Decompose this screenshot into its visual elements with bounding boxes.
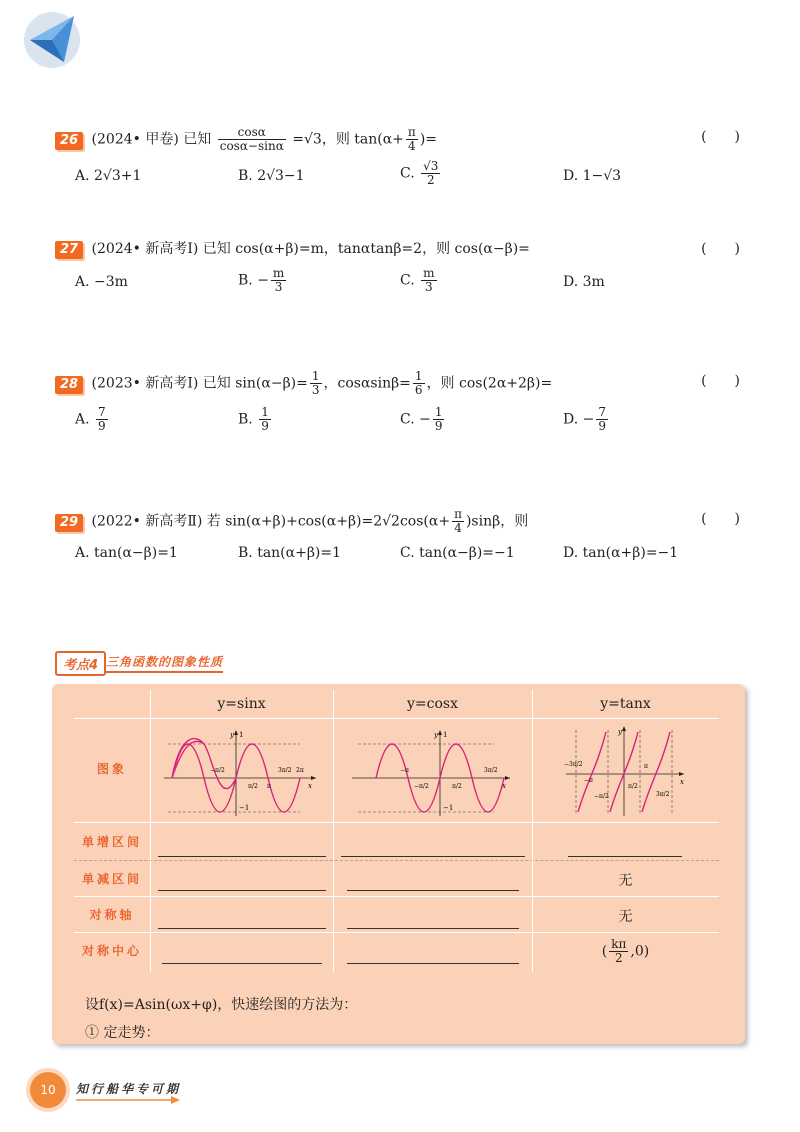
tan-graph	[562, 724, 690, 818]
question-27: 27 (2024• 新高考Ⅰ) 已知 cos(α+β)=m，tanαtanβ=2，则 cos(α−β)= ( )	[55, 238, 750, 260]
answer-paren: ( )	[701, 511, 740, 527]
section-title: 三角函数的图象性质	[106, 653, 223, 673]
question-28: 28 (2023• 新高考Ⅰ) 已知 sin(α−β)= $\frac{1}{3}$ ，cosαsinβ= $\frac{1}{6}$ ，则 cos(2α+2β)= ( )	[55, 370, 750, 397]
row-label-decreasing: 单减区间	[81, 872, 142, 886]
option-a: A. 2√3+1	[75, 168, 142, 184]
col-header-sin: y=sinx	[217, 696, 266, 712]
tan-decreasing: 无	[618, 873, 633, 889]
svg-text:−π/2: −π/2	[594, 793, 609, 800]
tan-center: ( $\frac{k\pi}{2}$ ,0)	[601, 937, 650, 965]
answer-blank[interactable]	[158, 928, 326, 929]
svg-text:π/2: π/2	[452, 783, 462, 790]
svg-text:x: x	[502, 782, 506, 790]
question-number: 29	[55, 514, 83, 532]
svg-text:1: 1	[443, 731, 448, 739]
svg-text:−π: −π	[400, 767, 409, 774]
col-header-tan: y=tanx	[600, 696, 651, 712]
svg-text:π/2: π/2	[248, 783, 258, 790]
option-d: D. 3m	[563, 274, 605, 290]
svg-text:x: x	[680, 778, 684, 786]
tan-axis: 无	[618, 909, 633, 925]
svg-text:−3π/2: −3π/2	[564, 761, 583, 768]
footer-arrow-icon	[76, 1096, 180, 1104]
option-a: A. $\frac{7}{9}$	[75, 405, 106, 433]
answer-blank[interactable]	[158, 856, 326, 857]
cos-graph	[348, 724, 520, 818]
question-number: 26	[55, 132, 83, 150]
svg-text:y: y	[434, 731, 438, 739]
answer-blank[interactable]	[347, 963, 519, 964]
method-line-2: ① 定走势：	[85, 1025, 160, 1041]
row-label-axis: 对称轴	[89, 908, 135, 922]
option-d: D. tan(α+β)=−1	[563, 545, 679, 561]
page-number: 10	[30, 1072, 66, 1108]
svg-text:π/2: π/2	[628, 783, 638, 790]
svg-text:−1: −1	[239, 804, 250, 812]
section-tag: 考点4	[55, 651, 106, 676]
question-number: 27	[55, 241, 83, 259]
svg-text:−π/2: −π/2	[414, 783, 429, 790]
option-a: A. −3m	[75, 274, 128, 290]
answer-paren: ( )	[701, 129, 740, 145]
option-a: A. tan(α−β)=1	[75, 545, 178, 561]
sin-graph	[160, 724, 326, 818]
svg-text:1: 1	[239, 731, 244, 739]
option-c: C. tan(α−β)=−1	[400, 545, 515, 561]
answer-blank[interactable]	[568, 856, 682, 857]
brand-logo-icon	[22, 10, 82, 70]
fraction: $\frac{\cos\alpha}{\cos\alpha-\sin\alpha}$	[219, 125, 284, 153]
question-29: 29 (2022• 新高考Ⅱ) 若 sin(α+β)+cos(α+β)=2√2cos(α+ $\frac{\pi}{4}$ )sinβ，则 ( )	[55, 508, 750, 535]
method-line-1: 设f(x)=Asin(ωx+φ)，快速绘图的方法为：	[85, 997, 358, 1013]
option-c: C. $\frac{√3}{2}$	[400, 159, 439, 187]
col-header-cos: y=cosx	[407, 696, 458, 712]
answer-paren: ( )	[701, 373, 740, 389]
option-b: B. − $\frac{m}{3}$	[238, 266, 285, 294]
answer-blank[interactable]	[347, 928, 519, 929]
option-b: B. $\frac{1}{9}$	[238, 405, 269, 433]
properties-table	[74, 690, 719, 972]
option-b: B. tan(α+β)=1	[238, 545, 342, 561]
option-d: D. − $\frac{7}{9}$	[563, 405, 606, 433]
row-label-center: 对称中心	[81, 944, 142, 958]
answer-blank[interactable]	[162, 963, 322, 964]
row-label-graph: 图象	[96, 762, 127, 776]
answer-blank[interactable]	[341, 856, 525, 857]
svg-text:π: π	[267, 783, 271, 790]
svg-text:−π: −π	[584, 777, 593, 784]
option-d: D. 1−√3	[563, 168, 622, 184]
svg-text:π: π	[644, 763, 648, 770]
svg-text:3π/2: 3π/2	[656, 791, 670, 798]
svg-text:3π/2: 3π/2	[484, 767, 498, 774]
question-number: 28	[55, 376, 83, 394]
option-b: B. 2√3−1	[238, 168, 305, 184]
footer-slogan: 知行船华专可期	[76, 1082, 182, 1096]
svg-text:y: y	[618, 728, 622, 736]
svg-text:−1: −1	[443, 804, 454, 812]
svg-text:y: y	[230, 731, 234, 739]
answer-blank[interactable]	[347, 890, 519, 891]
option-c: C. − $\frac{1}{9}$	[400, 405, 443, 433]
svg-text:3π/2: 3π/2	[278, 767, 292, 774]
option-c: C. $\frac{m}{3}$	[400, 266, 435, 294]
svg-text:2π: 2π	[296, 767, 304, 774]
row-label-increasing: 单增区间	[81, 835, 142, 849]
answer-paren: ( )	[701, 241, 740, 257]
svg-text:−π/2: −π/2	[210, 767, 225, 774]
answer-blank[interactable]	[158, 890, 326, 891]
question-26: 26 (2024• 甲卷) 已知 $\frac{\cos\alpha}{\cos\alpha-\sin\alpha}$ =√3，则 tan(α+ $\frac{\pi}{4}$ )= ( )	[55, 126, 750, 153]
svg-text:x: x	[308, 782, 312, 790]
